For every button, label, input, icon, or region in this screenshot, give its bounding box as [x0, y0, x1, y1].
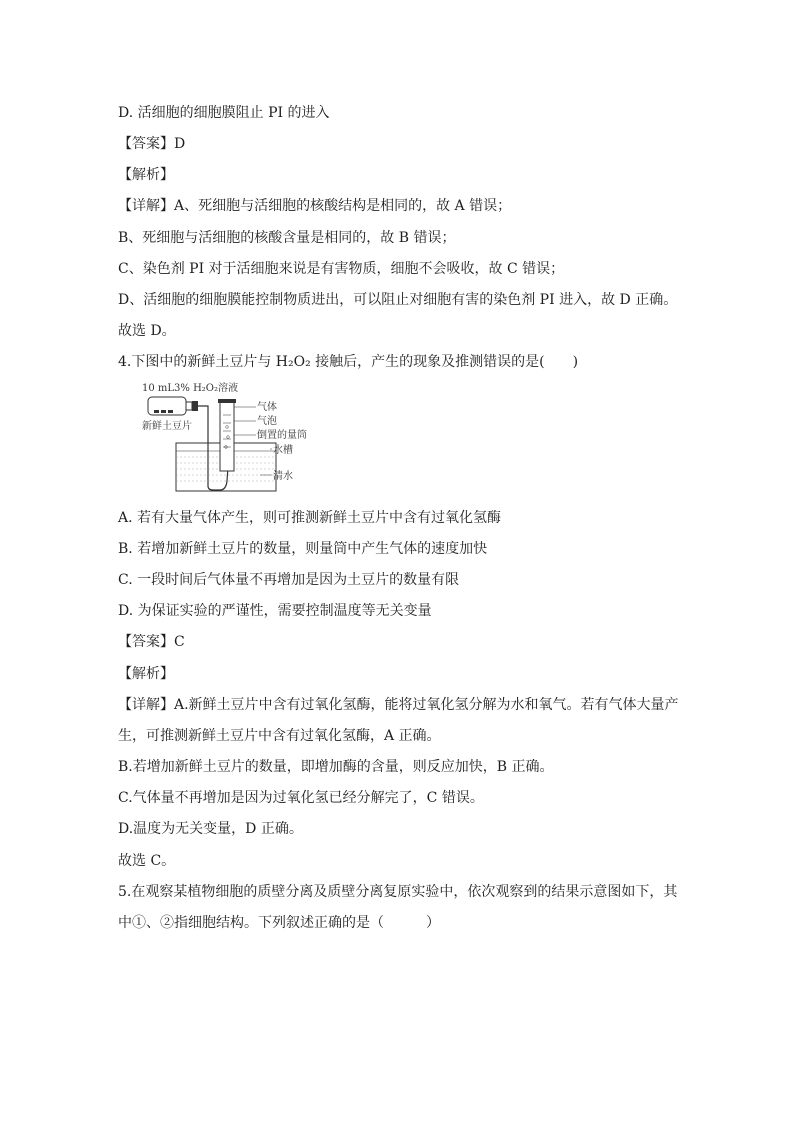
- potato-slice-2: [161, 410, 166, 413]
- analysis-heading-q4: 【解析】: [118, 666, 174, 682]
- label-trough: 水槽: [273, 445, 293, 456]
- stopper: [192, 401, 198, 411]
- experiment-diagram: [140, 381, 307, 493]
- answer-q3: 【答案】D: [118, 136, 186, 152]
- question-5-cont: 中①、②指细胞结构。下列叙述正确的是（ ）: [118, 915, 440, 931]
- explanation-q3-b: B、死细胞与活细胞的核酸含量是相同的，故 B 错误；: [118, 230, 456, 246]
- option-c-q4: C. 一段时间后气体量不再增加是因为土豆片的数量有限: [118, 572, 460, 588]
- potato-label: 新鲜土豆片: [142, 421, 192, 432]
- explanation-q3-d: D、活细胞的细胞膜能控制物质进出，可以阻止对细胞有害的染色剂 PI 进入，故 D 正确。: [118, 292, 678, 308]
- label-bubble: 气泡: [257, 416, 277, 427]
- flask-neck: [186, 402, 192, 410]
- flask-body: [148, 397, 186, 415]
- conclusion-q4: 故选 C。: [118, 853, 176, 869]
- label-gas: 气体: [257, 402, 277, 413]
- question-5: 5.在观察某植物细胞的质壁分离及质壁分离复原实验中，依次观察到的结果示意图如下，其: [118, 884, 678, 900]
- option-d-q3: D. 活细胞的细胞膜阻止 PI 的进入: [118, 105, 330, 121]
- solution-label: 10 mL3% H₂O₂溶液: [142, 383, 239, 394]
- explanation-q4-c: C.气体量不再增加是因为过氧化氢已经分解完了，C 错误。: [118, 790, 484, 806]
- potato-slice-3: [168, 410, 173, 413]
- experiment-figure: [140, 381, 307, 493]
- explanation-q4-b: B.若增加新鲜土豆片的数量，即增加酶的含量，则反应加快，B 正确。: [118, 759, 554, 775]
- cylinder-base: [218, 399, 236, 403]
- explanation-q4-a-cont: 生，可推测新鲜土豆片中含有过氧化氢酶，A 正确。: [118, 728, 441, 744]
- option-a-q4: A. 若有大量气体产生，则可推测新鲜土豆片中含有过氧化氢酶: [118, 510, 502, 526]
- option-b-q4: B. 若增加新鲜土豆片的数量，则量筒中产生气体的速度加快: [118, 541, 488, 557]
- explanation-q3-c: C、染色剂 PI 对于活细胞来说是有害物质，细胞不会吸收，故 C 错误；: [118, 261, 565, 277]
- explanation-q3-a: 【详解】A、死细胞与活细胞的核酸结构是相同的，故 A 错误；: [118, 198, 512, 214]
- potato-slice-1: [154, 410, 159, 413]
- answer-q4: 【答案】C: [118, 634, 185, 650]
- analysis-heading-q3: 【解析】: [118, 167, 174, 183]
- explanation-q4-a: 【详解】A.新鲜土豆片中含有过氧化氢酶，能将过氧化氢分解为水和氧气。若有气体大量产: [118, 697, 679, 713]
- question-4: 4.下图中的新鲜土豆片与 H₂O₂ 接触后，产生的现象及推测错误的是( ): [118, 354, 579, 370]
- label-water: 清水: [273, 471, 293, 482]
- conclusion-q3: 故选 D。: [118, 323, 176, 339]
- option-d-q4: D. 为保证实验的严谨性，需要控制温度等无关变量: [118, 603, 432, 619]
- explanation-q4-d: D.温度为无关变量，D 正确。: [118, 821, 303, 837]
- label-cylinder: 倒置的量筒: [257, 430, 307, 441]
